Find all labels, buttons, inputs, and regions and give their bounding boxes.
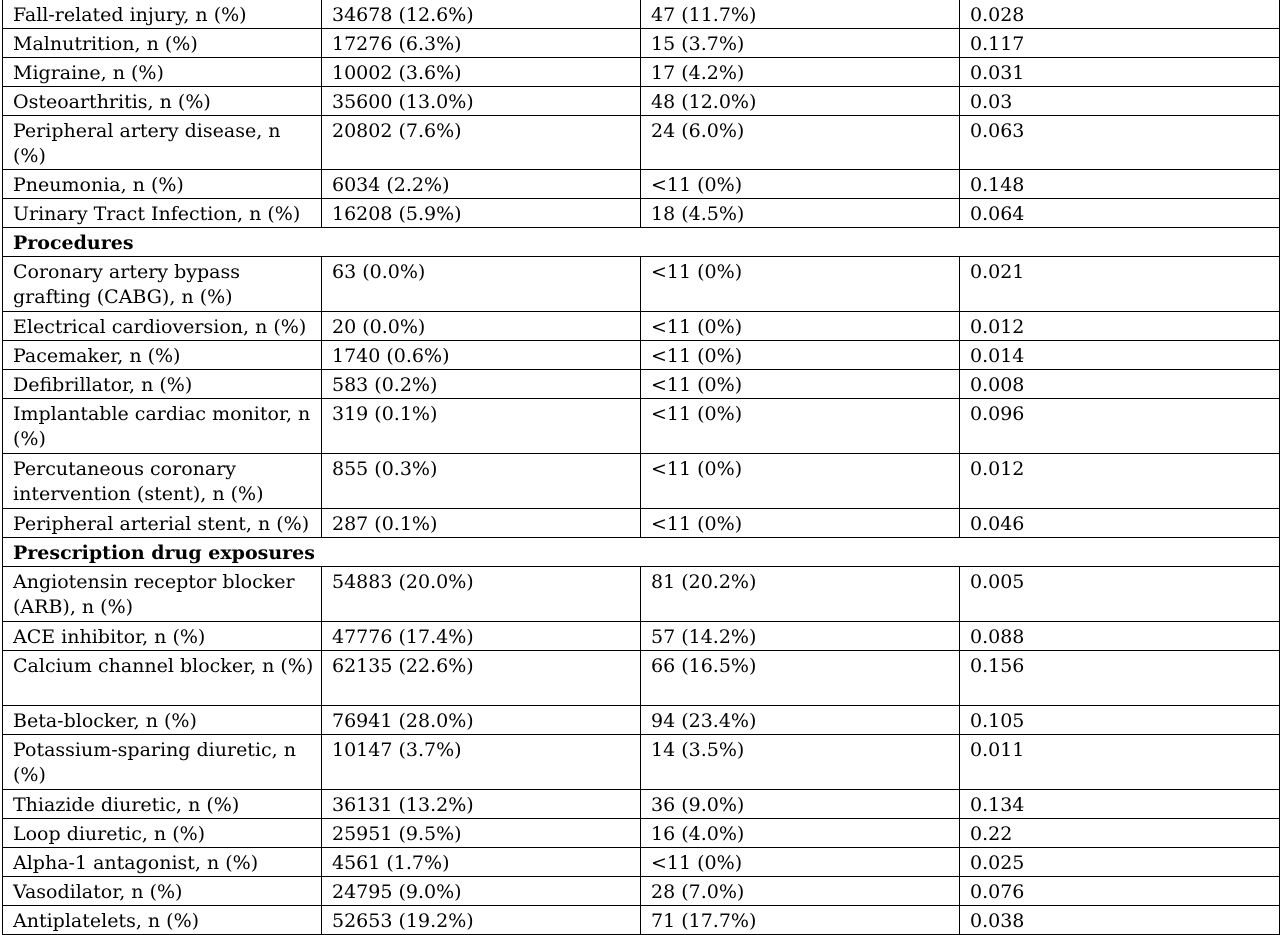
- cell-col-3: 81 (20.2%): [641, 567, 960, 622]
- table-row: [3, 0, 1280, 29]
- row-label-cell: Thiazide diuretic, n (%): [3, 790, 322, 819]
- data-table: [2, 0, 1280, 935]
- cell-col-4: 0.22: [960, 819, 1280, 848]
- cell-col-2: 10147 (3.7%): [322, 735, 641, 790]
- row-label-cell: Alpha-1 antagonist, n (%): [3, 848, 322, 877]
- cell-col-2: 36131 (13.2%): [322, 790, 641, 819]
- cell-col-2: 583 (0.2%): [322, 370, 641, 399]
- cell-col-3: <11 (0%): [641, 399, 960, 454]
- cell-col-4: 0.021: [960, 257, 1280, 312]
- row-label-cell: Malnutrition, n (%): [3, 29, 322, 58]
- cell-col-2: 20 (0.0%): [322, 312, 641, 341]
- cell-col-2: 1740 (0.6%): [322, 341, 641, 370]
- row-label-cell: Loop diuretic, n (%): [3, 819, 322, 848]
- cell-col-2: 34678 (12.6%): [322, 0, 641, 29]
- row-label-cell: Angiotensin receptor blocker (ARB), n (%): [3, 567, 322, 622]
- row-label-cell: Peripheral artery disease, n (%): [3, 116, 322, 170]
- table-row: [3, 509, 1280, 538]
- row-label-cell: Fall-related injury, n (%): [3, 0, 322, 29]
- cell-col-2: 17276 (6.3%): [322, 29, 641, 58]
- cell-col-3: <11 (0%): [641, 257, 960, 312]
- cell-col-4: 0.014: [960, 341, 1280, 370]
- table-row: [3, 370, 1280, 399]
- row-label-cell: ACE inhibitor, n (%): [3, 622, 322, 651]
- cell-col-4: 0.096: [960, 399, 1280, 454]
- cell-col-2: 319 (0.1%): [322, 399, 641, 454]
- table-row: [3, 58, 1280, 87]
- cell-col-3: 15 (3.7%): [641, 29, 960, 58]
- table-row: [3, 199, 1280, 228]
- cell-col-2: 63 (0.0%): [322, 257, 641, 312]
- row-label-cell: Antiplatelets, n (%): [3, 906, 322, 935]
- table-row: [3, 706, 1280, 735]
- cell-col-2: 52653 (19.2%): [322, 906, 641, 935]
- cell-col-3: 66 (16.5%): [641, 651, 960, 706]
- cell-col-2: 47776 (17.4%): [322, 622, 641, 651]
- cell-col-2: 287 (0.1%): [322, 509, 641, 538]
- table-row: [3, 819, 1280, 848]
- cell-col-3: 48 (12.0%): [641, 87, 960, 116]
- cell-col-4: 0.063: [960, 116, 1280, 170]
- cell-col-4: 0.117: [960, 29, 1280, 58]
- table-row: [3, 87, 1280, 116]
- table-row: [3, 848, 1280, 877]
- table-row: [3, 341, 1280, 370]
- cell-col-4: 0.088: [960, 622, 1280, 651]
- table-row: [3, 906, 1280, 935]
- row-label-cell: Implantable cardiac monitor, n (%): [3, 399, 322, 454]
- cell-col-3: 24 (6.0%): [641, 116, 960, 170]
- row-label-cell: Beta-blocker, n (%): [3, 706, 322, 735]
- table-row: [3, 877, 1280, 906]
- cell-col-3: 28 (7.0%): [641, 877, 960, 906]
- table-row: [3, 312, 1280, 341]
- cell-col-2: 16208 (5.9%): [322, 199, 641, 228]
- cell-col-4: 0.076: [960, 877, 1280, 906]
- table-row: [3, 170, 1280, 199]
- cell-col-2: 4561 (1.7%): [322, 848, 641, 877]
- table-row: [3, 790, 1280, 819]
- table-row: [3, 454, 1280, 509]
- cell-col-3: <11 (0%): [641, 312, 960, 341]
- cell-col-4: 0.025: [960, 848, 1280, 877]
- cell-col-3: 71 (17.7%): [641, 906, 960, 935]
- cell-col-3: <11 (0%): [641, 848, 960, 877]
- cell-col-2: 855 (0.3%): [322, 454, 641, 509]
- cell-col-2: 20802 (7.6%): [322, 116, 641, 170]
- cell-col-4: 0.046: [960, 509, 1280, 538]
- cell-col-4: 0.008: [960, 370, 1280, 399]
- cell-col-3: 57 (14.2%): [641, 622, 960, 651]
- cell-col-3: 18 (4.5%): [641, 199, 960, 228]
- cell-col-2: 35600 (13.0%): [322, 87, 641, 116]
- row-label-cell: Coronary artery bypass grafting (CABG), n (%): [3, 257, 322, 312]
- row-label-cell: Calcium channel blocker, n (%): [3, 651, 322, 706]
- table-row: [3, 651, 1280, 706]
- row-label-cell: Peripheral arterial stent, n (%): [3, 509, 322, 538]
- cell-col-3: 17 (4.2%): [641, 58, 960, 87]
- row-label-cell: Urinary Tract Infection, n (%): [3, 199, 322, 228]
- cell-col-3: <11 (0%): [641, 170, 960, 199]
- section-header: Procedures: [3, 228, 1280, 257]
- cell-col-2: 25951 (9.5%): [322, 819, 641, 848]
- table-row: [3, 257, 1280, 312]
- cell-col-3: 47 (11.7%): [641, 0, 960, 29]
- table-row: [3, 735, 1280, 790]
- cell-col-4: 0.011: [960, 735, 1280, 790]
- table-row: [3, 399, 1280, 454]
- cell-col-4: 0.105: [960, 706, 1280, 735]
- cell-col-3: 36 (9.0%): [641, 790, 960, 819]
- cell-col-3: <11 (0%): [641, 509, 960, 538]
- cell-col-4: 0.038: [960, 906, 1280, 935]
- cell-col-2: 76941 (28.0%): [322, 706, 641, 735]
- cell-col-4: 0.012: [960, 454, 1280, 509]
- row-label-cell: Potassium-sparing diuretic, n (%): [3, 735, 322, 790]
- cell-col-4: 0.012: [960, 312, 1280, 341]
- row-label-cell: Pacemaker, n (%): [3, 341, 322, 370]
- section-header: Prescription drug exposures: [3, 538, 1280, 567]
- cell-col-4: 0.005: [960, 567, 1280, 622]
- cell-col-4: 0.156: [960, 651, 1280, 706]
- cell-col-4: 0.028: [960, 0, 1280, 29]
- cell-col-4: 0.148: [960, 170, 1280, 199]
- row-label-cell: Defibrillator, n (%): [3, 370, 322, 399]
- row-label-cell: Pneumonia, n (%): [3, 170, 322, 199]
- cell-col-2: 6034 (2.2%): [322, 170, 641, 199]
- table-row: [3, 116, 1280, 170]
- table-row: [3, 567, 1280, 622]
- cell-col-3: <11 (0%): [641, 454, 960, 509]
- section-header-row: [3, 538, 1280, 567]
- cell-col-3: <11 (0%): [641, 370, 960, 399]
- table-body: [3, 0, 1280, 935]
- cell-col-4: 0.134: [960, 790, 1280, 819]
- cell-col-2: 24795 (9.0%): [322, 877, 641, 906]
- row-label-cell: Percutaneous coronary intervention (stent), n (%): [3, 454, 322, 509]
- row-label-cell: Electrical cardioversion, n (%): [3, 312, 322, 341]
- cell-col-2: 62135 (22.6%): [322, 651, 641, 706]
- cell-col-3: 14 (3.5%): [641, 735, 960, 790]
- cell-col-4: 0.064: [960, 199, 1280, 228]
- table-row: [3, 29, 1280, 58]
- row-label-cell: Osteoarthritis, n (%): [3, 87, 322, 116]
- cell-col-3: 16 (4.0%): [641, 819, 960, 848]
- cell-col-2: 10002 (3.6%): [322, 58, 641, 87]
- cell-col-4: 0.03: [960, 87, 1280, 116]
- cell-col-3: 94 (23.4%): [641, 706, 960, 735]
- cell-col-3: <11 (0%): [641, 341, 960, 370]
- cell-col-4: 0.031: [960, 58, 1280, 87]
- cell-col-2: 54883 (20.0%): [322, 567, 641, 622]
- row-label-cell: Vasodilator, n (%): [3, 877, 322, 906]
- row-label-cell: Migraine, n (%): [3, 58, 322, 87]
- table-row: [3, 622, 1280, 651]
- section-header-row: [3, 228, 1280, 257]
